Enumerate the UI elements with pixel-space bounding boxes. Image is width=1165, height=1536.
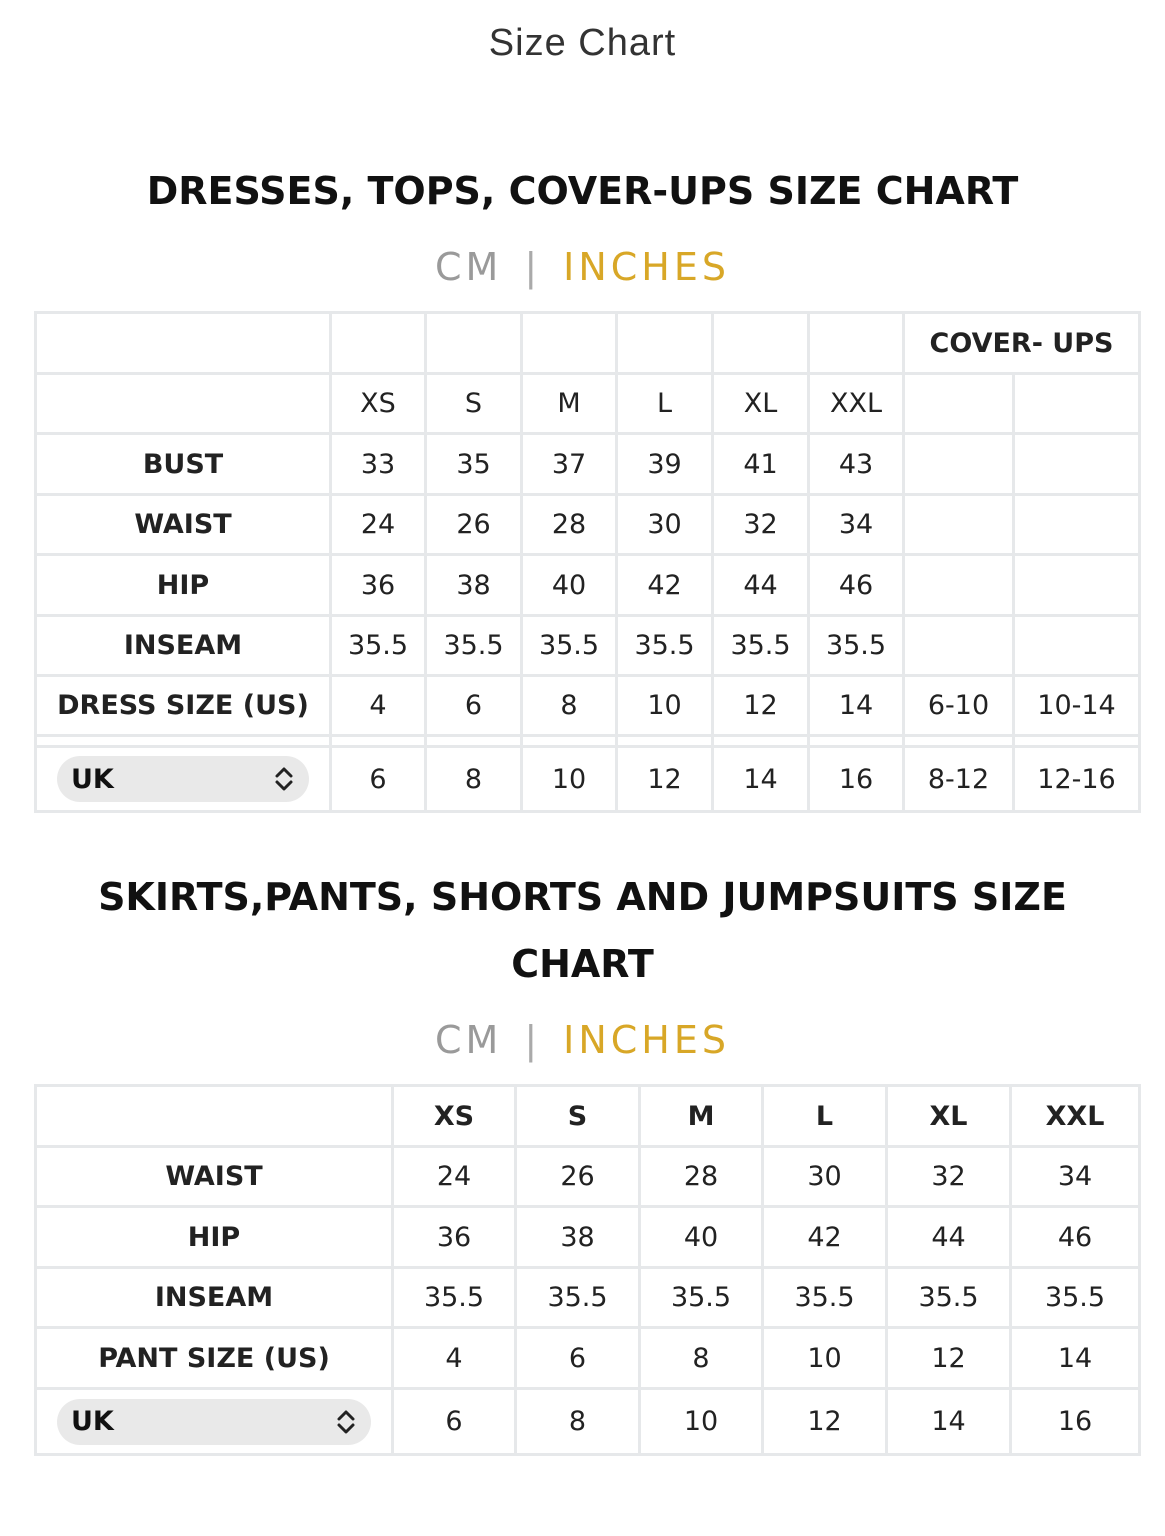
table-cell: 35.5 — [763, 1268, 887, 1328]
table-row — [36, 1147, 1140, 1207]
table-cell — [904, 434, 1014, 495]
table-cell — [904, 374, 1014, 434]
table-cell: 12 — [887, 1328, 1011, 1389]
table-cell: 10 — [763, 1328, 887, 1389]
table-row — [36, 747, 1140, 812]
table-cell: 6 — [331, 747, 426, 812]
table-cell: 6 — [426, 676, 522, 736]
size-header: XL — [887, 1086, 1011, 1147]
table-cell: 35.5 — [331, 616, 426, 676]
table-cell: 14 — [809, 676, 904, 736]
table-cell: 14 — [1011, 1328, 1140, 1389]
table-cell: 41 — [713, 434, 809, 495]
table-cell: 44 — [713, 555, 809, 616]
table-cell: 8-12 — [904, 747, 1014, 812]
page-title: Size Chart — [488, 22, 677, 64]
chevron-up-down-icon — [335, 1408, 357, 1436]
table-cell: 30 — [763, 1147, 887, 1207]
table-cell — [1014, 434, 1140, 495]
table-cell: 42 — [617, 555, 713, 616]
table-row — [36, 1328, 1140, 1389]
table-row — [36, 1207, 1140, 1268]
table-cell: 6 — [393, 1389, 516, 1455]
table-cell: 35.5 — [426, 616, 522, 676]
table-cell — [1014, 616, 1140, 676]
unit-separator: | — [524, 245, 542, 289]
size-header: M — [522, 374, 617, 434]
size-header: S — [426, 374, 522, 434]
table-cell: 12 — [617, 747, 713, 812]
table-row — [36, 676, 1140, 736]
section2-unit-cm[interactable]: CM — [434, 1018, 503, 1062]
table-cell: 8 — [516, 1389, 640, 1455]
row-label: PANT SIZE (US) — [36, 1328, 393, 1389]
table-cell — [1014, 374, 1140, 434]
table-cell — [36, 1389, 393, 1455]
section2-heading-line1: SKIRTS,PANTS, SHORTS AND JUMPSUITS SIZE — [98, 875, 1067, 919]
chevron-up-down-icon — [273, 765, 295, 793]
table-cell — [904, 555, 1014, 616]
row-label: DRESS SIZE (US) — [36, 676, 331, 736]
coverups-header: COVER- UPS — [904, 313, 1140, 374]
table-cell — [331, 736, 426, 747]
table-cell: 36 — [393, 1207, 516, 1268]
table-row — [36, 313, 1140, 374]
table-cell: 6 — [516, 1328, 640, 1389]
table-cell: 36 — [331, 555, 426, 616]
table-cell: 24 — [393, 1147, 516, 1207]
table-cell: 35.5 — [809, 616, 904, 676]
table-row — [36, 434, 1140, 495]
table-cell — [809, 313, 904, 374]
section1-unit-inches[interactable]: INCHES — [563, 245, 730, 289]
table-cell: 38 — [426, 555, 522, 616]
table-cell: 43 — [809, 434, 904, 495]
size-header: S — [516, 1086, 640, 1147]
size-header: XS — [393, 1086, 516, 1147]
table-cell — [1014, 495, 1140, 555]
table-cell — [809, 736, 904, 747]
table-cell — [617, 736, 713, 747]
table-cell: 35.5 — [522, 616, 617, 676]
table-cell: 35.5 — [713, 616, 809, 676]
size-header: XXL — [809, 374, 904, 434]
table-cell: 4 — [393, 1328, 516, 1389]
table-cell: 35.5 — [1011, 1268, 1140, 1328]
table-cell: 8 — [522, 676, 617, 736]
table-cell: 30 — [617, 495, 713, 555]
region-select[interactable] — [57, 756, 309, 802]
table-cell — [36, 747, 331, 812]
table-cell: 8 — [426, 747, 522, 812]
table-cell: 10 — [640, 1389, 763, 1455]
table-cell: 6-10 — [904, 676, 1014, 736]
table-cell — [36, 1086, 393, 1147]
table-cell — [713, 736, 809, 747]
table-cell: 10-14 — [1014, 676, 1140, 736]
table-row — [36, 1389, 1140, 1455]
table-row — [36, 1268, 1140, 1328]
table-cell — [713, 313, 809, 374]
table-cell — [904, 616, 1014, 676]
row-label: INSEAM — [36, 616, 331, 676]
table-cell: 32 — [713, 495, 809, 555]
table-cell: 8 — [640, 1328, 763, 1389]
size-header: M — [640, 1086, 763, 1147]
table-cell: 12 — [763, 1389, 887, 1455]
table-cell: 26 — [426, 495, 522, 555]
table-cell: 12 — [713, 676, 809, 736]
table-cell: 28 — [522, 495, 617, 555]
table-cell: 10 — [522, 747, 617, 812]
table-cell — [1014, 736, 1140, 747]
table-row — [36, 495, 1140, 555]
table-cell: 35.5 — [617, 616, 713, 676]
table-row — [36, 555, 1140, 616]
table-cell: 14 — [887, 1389, 1011, 1455]
table-cell: 35 — [426, 434, 522, 495]
table-cell: 46 — [809, 555, 904, 616]
section2-heading — [60, 864, 1105, 998]
table-cell — [331, 313, 426, 374]
table-cell: 38 — [516, 1207, 640, 1268]
table-row — [36, 1086, 1140, 1147]
table-cell — [36, 374, 331, 434]
row-label: INSEAM — [36, 1268, 393, 1328]
region-select[interactable] — [57, 1399, 371, 1445]
table-cell: 16 — [1011, 1389, 1140, 1455]
table-cell: 4 — [331, 676, 426, 736]
table-cell: 35.5 — [393, 1268, 516, 1328]
table-cell: 12-16 — [1014, 747, 1140, 812]
table-cell: 28 — [640, 1147, 763, 1207]
size-header: L — [763, 1086, 887, 1147]
section2-unit-toggle — [0, 1018, 1165, 1062]
row-label: WAIST — [36, 1147, 393, 1207]
region-select-value: UK — [71, 1406, 114, 1437]
table-cell: 35.5 — [887, 1268, 1011, 1328]
table-row — [36, 736, 1140, 747]
size-header: L — [617, 374, 713, 434]
table-cell: 40 — [640, 1207, 763, 1268]
row-label: HIP — [36, 555, 331, 616]
table-cell: 46 — [1011, 1207, 1140, 1268]
section2-heading-line2: CHART — [511, 942, 654, 986]
section2-unit-inches[interactable]: INCHES — [563, 1018, 730, 1062]
table-cell — [904, 495, 1014, 555]
table-cell: 34 — [1011, 1147, 1140, 1207]
table-cell — [426, 736, 522, 747]
table-row — [36, 616, 1140, 676]
table-cell — [36, 313, 331, 374]
table-cell: 24 — [331, 495, 426, 555]
size-header: XXL — [1011, 1086, 1140, 1147]
table-cell — [522, 313, 617, 374]
table-cell: 35.5 — [516, 1268, 640, 1328]
table-cell: 16 — [809, 747, 904, 812]
table-cell: 14 — [713, 747, 809, 812]
table-cell: 26 — [516, 1147, 640, 1207]
section1-unit-toggle — [0, 245, 1165, 289]
table-cell: 40 — [522, 555, 617, 616]
table-cell: 44 — [887, 1207, 1011, 1268]
size-header: XS — [331, 374, 426, 434]
pants-size-table — [34, 1084, 1141, 1456]
region-select-value: UK — [71, 763, 114, 795]
table-cell — [904, 736, 1014, 747]
table-cell — [426, 313, 522, 374]
row-label: WAIST — [36, 495, 331, 555]
table-cell: 39 — [617, 434, 713, 495]
section1-heading: DRESSES, TOPS, COVER-UPS SIZE CHART — [146, 169, 1019, 213]
unit-separator: | — [524, 1018, 542, 1062]
table-cell: 10 — [617, 676, 713, 736]
size-header: XL — [713, 374, 809, 434]
table-cell — [1014, 555, 1140, 616]
table-cell: 35.5 — [640, 1268, 763, 1328]
table-cell — [617, 313, 713, 374]
table-cell — [36, 736, 331, 747]
table-cell: 37 — [522, 434, 617, 495]
section1-unit-cm[interactable]: CM — [434, 245, 503, 289]
table-cell — [522, 736, 617, 747]
table-cell: 33 — [331, 434, 426, 495]
row-label: HIP — [36, 1207, 393, 1268]
dresses-size-table — [34, 311, 1141, 813]
table-cell: 42 — [763, 1207, 887, 1268]
row-label: BUST — [36, 434, 331, 495]
table-cell: 34 — [809, 495, 904, 555]
table-cell: 32 — [887, 1147, 1011, 1207]
table-row — [36, 374, 1140, 434]
